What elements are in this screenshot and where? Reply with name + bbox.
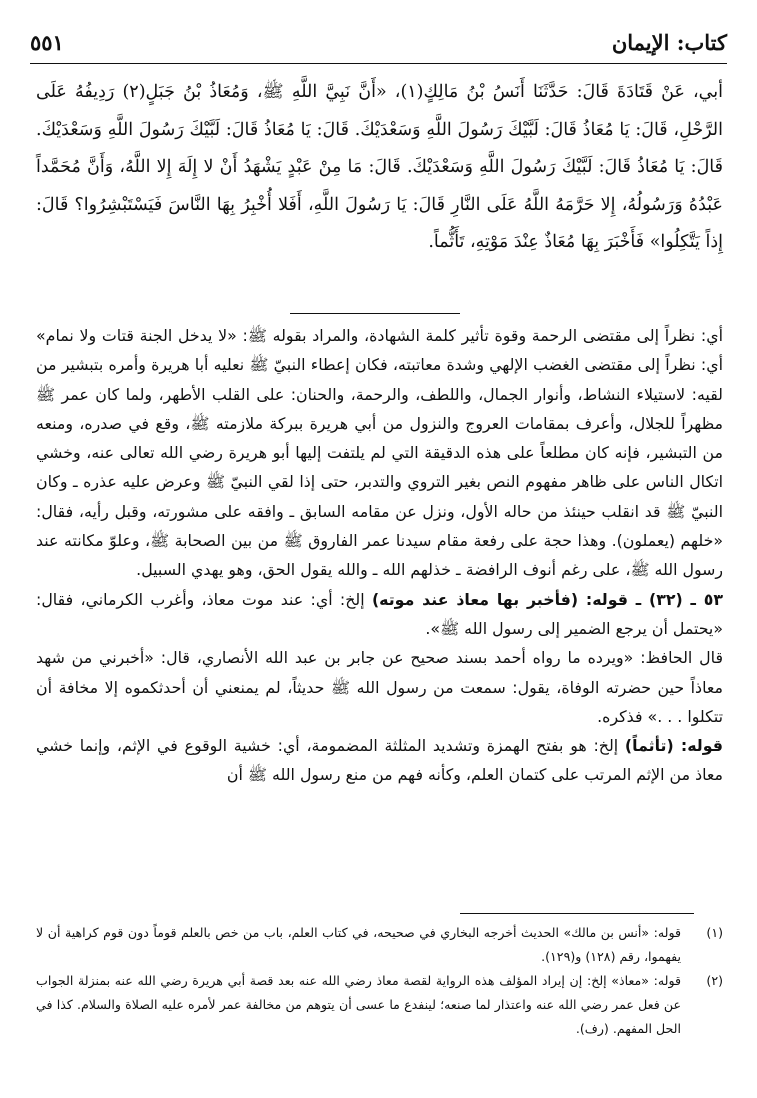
hadith-text: أبي، عَنْ قَتَادَةَ قَالَ: حَدَّثَنَا أَنَسُ بْنُ مَالِكٍ(١)، «أَنَّ نَبِيَّ اللَّهِ ﷺ، وَمُعَاذُ بْنُ جَبَلٍ(٢) رَدِيفُهُ عَلَى الرَّحْلِ، قَالَ: يَا مُعَاذُ قَالَ: لَبَّيْكَ رَسُولَ اللَّهِ وَسَعْدَيْكَ. قَالَ: يَا مُعَاذُ قَالَ: لَبَّيْكَ رَسُولَ اللَّهِ وَسَعْدَيْكَ. قَالَ: يَا مُعَاذُ قَالَ: لَبَّيْكَ رَسُولَ اللَّهِ وَسَعْدَيْكَ. قَالَ: مَا مِنْ عَبْدٍ يَشْهَدُ أَنْ لا إِلَهَ إِلا اللَّهُ، وَأَنَّ مُحَمَّداً عَبْدُهُ وَرَسُولُهُ، إِلا حَرَّمَهُ اللَّهُ عَلَى النَّارِ قَالَ: يَا رَسُولَ اللَّهِ، أَفَلا أُخْبِرُ بِهَا النَّاسَ فَيَسْتَبْشِرُوا؟ قَالَ: إِذاً يَتَّكِلُوا» فَأَخْبَرَ بِهَا مُعَاذٌ عِنْدَ مَوْتِهِ، تَأَثُّماً. — [36, 82, 723, 252]
commentary-paragraph — [36, 585, 723, 644]
footnote-text: قوله: «معاذ» إلخ: إن إيراد المؤلف هذه الرواية لقصة معاذ رضي الله عنه بعد قصة أبي هريرة رضي الله عنه بمنزلة الجواب عن فعل عمر رضي الله عنه واعتذار لما صنعه؛ لينفدع ما عسى أن يتوهم من مخالفة عمر لأمره عليه الصلاة والسلام. كذا في الحل المفهم. (رف). — [36, 973, 681, 1036]
commentary-body: إلخ: هو بفتح الهمزة وتشديد المثلثة المضمومة، أي: خشية الوقوع في الإثم، وإنما خشي معاذ من الإثم المرتب على كتمان العلم، وكأنه فهم من منع رسول الله ﷺ أن — [36, 736, 723, 785]
page-header — [30, 30, 727, 62]
footnote-separator — [460, 913, 694, 914]
commentary-paragraph — [36, 731, 723, 790]
footnote — [36, 921, 723, 969]
footnote-text: قوله: «أنس بن مالك» الحديث أخرجه البخاري في صحيحه، في كتاب العلم، باب من خص بالعلم قوماً دون قوم كراهية أن لا يفهموا، رقم (١٢٨) و(١٢٩). — [36, 925, 681, 964]
header-divider — [30, 63, 727, 64]
commentary-lead: ٥٣ ـ (٣٢) ـ قوله: (فأخبر بها معاذ عند موته) — [371, 589, 723, 609]
commentary-paragraph — [36, 643, 723, 731]
commentary-lead: قوله: (تأثماً) — [624, 736, 723, 756]
commentary-body: إلخ: أي: عند موت معاذ، وأغرب الكرماني، فقال: «يحتمل أن يرجع الضمير إلى رسول الله ﷺ». — [36, 589, 723, 638]
footnote-number: (١) — [706, 925, 723, 940]
commentary-body: أي: نظراً إلى مقتضى الرحمة وقوة تأثير كلمة الشهادة، والمراد بقوله ﷺ: «لا يدخل الجنة قتات ولا نمام» أي: نظراً إلى مقتضى الغضب الإلهي وشدة معاتبته، فكان إعطاء النبيّ ﷺ نعليه أبا هريرة وأمره بتبشير من لقيه: لاستيلاء النشاط، وأنوار الجمال، واللطف، والرحمة، والحنان: على القلب الأطهر، ولما كان عمر ﷺ مظهراً للجلال، وأعرف بمقامات العروج والنزول من أبي هريرة ببركة ملازمته ﷺ، وقع في صدره، ومنعه من التبشير، فإنه كان مطلعاً على هذه الدقيقة التي لم يلتفت إليها أبو هريرة رضي الله تعالى عنه، وخشي اتكال الناس على ظاهر مفهوم النص بغير التروي والتدبر، حتى إذا لقي النبيّ ﷺ وعرض عليه عذره ـ وكان النبيّ ﷺ قد انقلب حينئذ من حاله الأول، ونزل عن مقامه السابق ـ وافقه على مشورته، وقبل رأيه، فقال: «خلهم (يعملون). وهذا حجة على رفعة مقام سيدنا عمر الفاروق ﷺ من بين الصحابة ﷺ، وعلوّ مكانته عند رسول الله ﷺ، على رغم أنوف الرافضة ـ خذلهم الله ـ والله يقول الحق، وهو يهدي السبيل. — [36, 326, 723, 580]
footnote-number: (٢) — [706, 973, 723, 988]
commentary-paragraph — [36, 321, 723, 585]
commentary-body: قال الحافظ: «ويرده ما رواه أحمد بسند صحيح عن جابر بن عبد الله الأنصاري، قال: «أخبرني من شهد معاذاً حين حضرته الوفاة، يقول: سمعت من رسول الله ﷺ حديثاً، لم يمنعني أن أحدثكموه إلا مخافة أن تتكلوا . . .» فذكره. — [36, 648, 723, 726]
chapter-title: كتاب: الإيمان — [611, 30, 727, 55]
footnotes — [36, 921, 723, 1041]
footnote — [36, 969, 723, 1041]
page-number: ٥٥١ — [30, 30, 64, 55]
hadith-separator — [290, 313, 460, 314]
commentary-section — [36, 321, 723, 790]
